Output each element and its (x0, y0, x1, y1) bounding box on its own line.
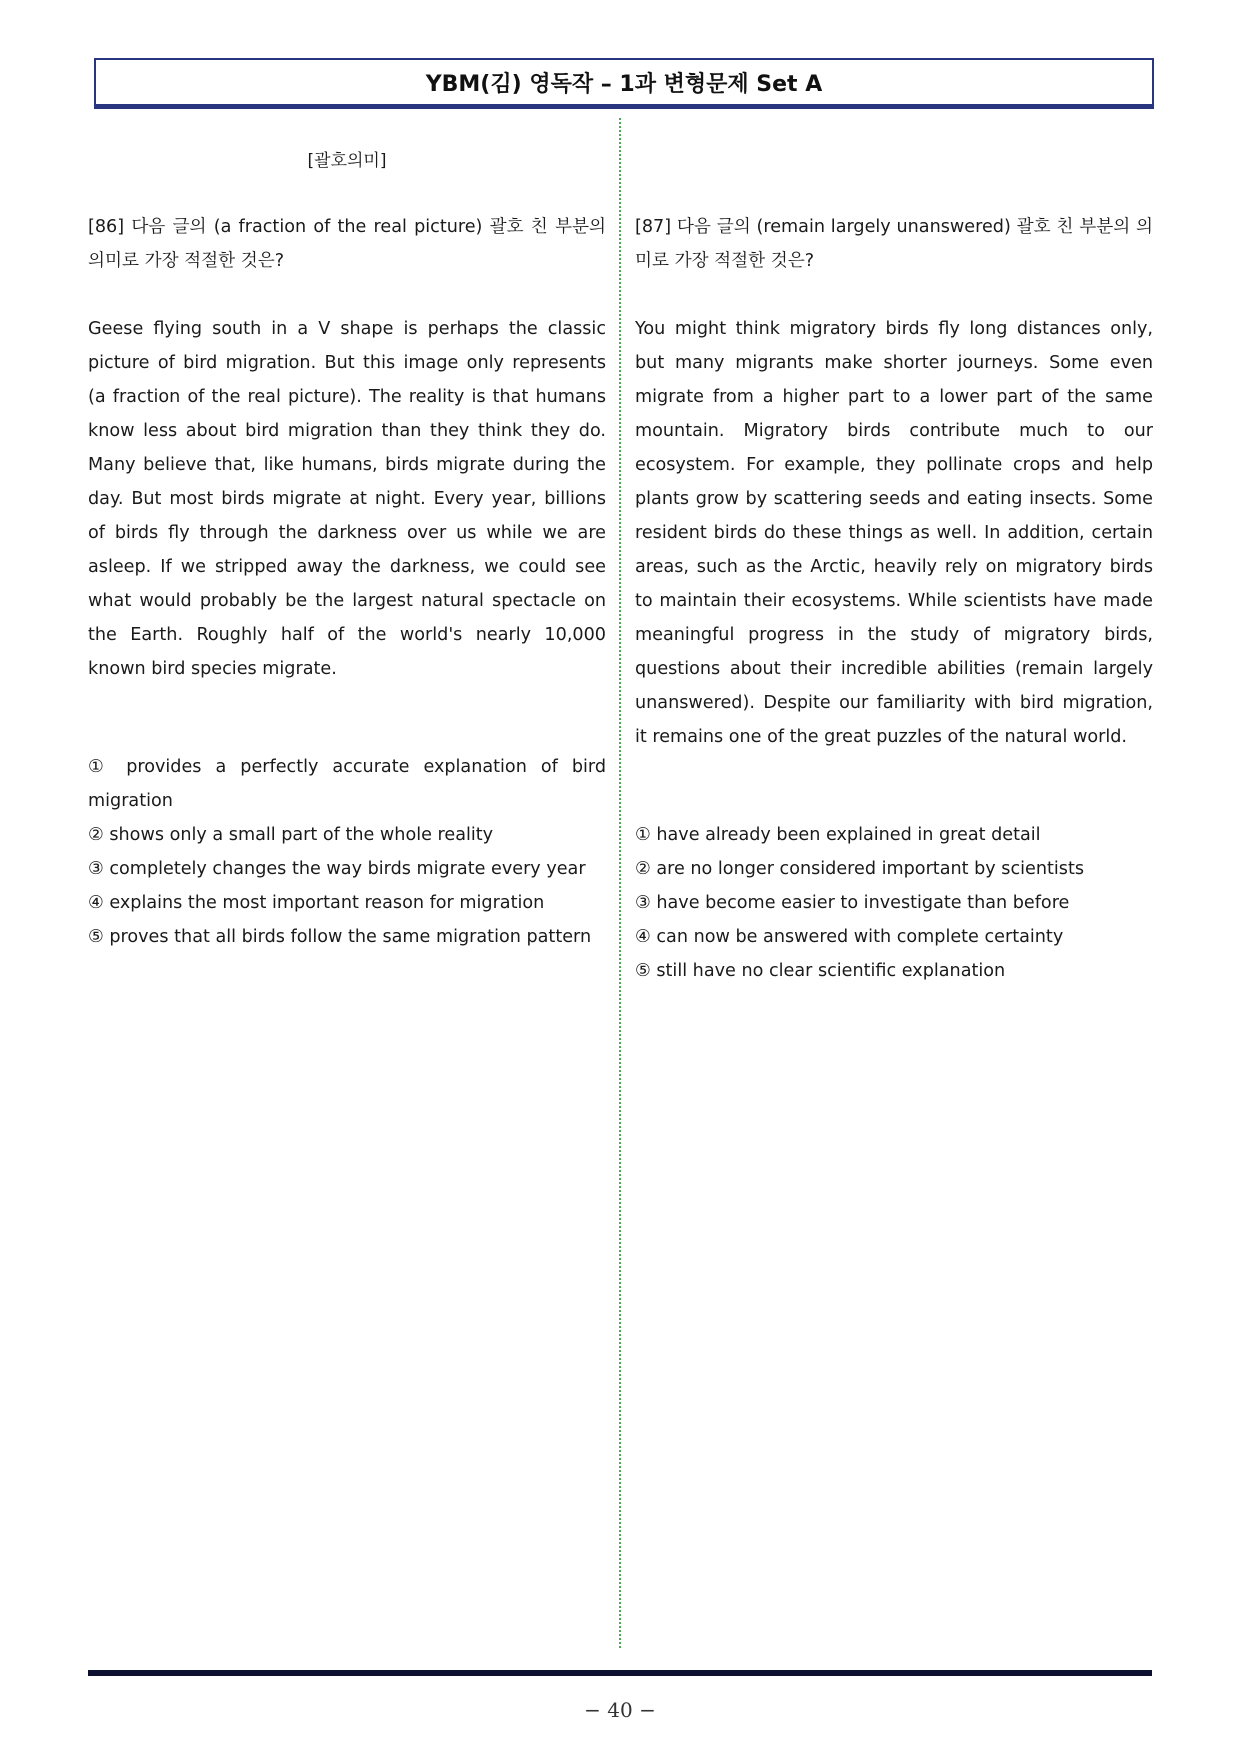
answer-option-1: ① provides a perfectly accurate explanation of bird migration (88, 757, 606, 811)
page-title: YBM(김) 영독작 – 1과 변형문제 Set A (94, 58, 1154, 109)
page-number: − 40 − (584, 1698, 656, 1722)
answer-options (635, 818, 1153, 988)
answer-option-2: ② shows only a small part of the whole reality (88, 825, 494, 845)
passage-text: Geese flying south in a V shape is perhaps the classic picture of bird migration. But this image only represents (a fraction of the real picture). The reality is that humans know less about bird migration than they think they do. Many believe that, like humans, birds migrate during the day. But most birds migrate at night. Every year, billions of birds fly through the darkness over us while we are asleep. If we stripped away the darkness, we could see what would probably be the largest natural spectacle on the Earth. Roughly half of the world's nearly 10,000 known bird species migrate. (88, 319, 606, 679)
question-prompt: [86] 다음 글의 (a fraction of the real picture) 괄호 친 부분의 의미로 가장 적절한 것은? (88, 217, 606, 271)
answer-option-4: ④ can now be answered with complete certainty (635, 927, 1064, 947)
answer-option-5: ⑤ still have no clear scientific explanation (635, 961, 1006, 981)
answer-option-3: ③ completely changes the way birds migrate every year (88, 859, 586, 879)
question-prompt: [87] 다음 글의 (remain largely unanswered) 괄호 친 부분의 의미로 가장 적절한 것은? (635, 217, 1153, 271)
passage-text: You might think migratory birds fly long distances only, but many migrants make shorter journeys. Some even migrate from a higher part to a lower part of the same mountain. Migratory birds contribute much to our ecosystem. For example, they pollinate crops and help plants grow by scattering seeds and eating insects. Some resident birds do these things as well. In addition, certain areas, such as the Arctic, heavily rely on migratory birds to maintain their ecosystems. While scientists have made meaningful progress in the study of migratory birds, questions about their incredible abilities (remain largely unanswered). Despite our familiarity with bird migration, it remains one of the great puzzles of the natural world. (635, 319, 1153, 747)
answer-option-5: ⑤ proves that all birds follow the same migration pattern (88, 927, 592, 947)
section-label: [괄호의미] (307, 151, 387, 171)
column-divider (619, 118, 621, 1648)
footer-rule (88, 1670, 1152, 1676)
answer-option-3: ③ have become easier to investigate than before (635, 893, 1070, 913)
answer-option-4: ④ explains the most important reason for migration (88, 893, 545, 913)
answer-option-1: ① have already been explained in great detail (635, 825, 1041, 845)
answer-option-2: ② are no longer considered important by scientists (635, 859, 1085, 879)
answer-options (88, 750, 606, 954)
